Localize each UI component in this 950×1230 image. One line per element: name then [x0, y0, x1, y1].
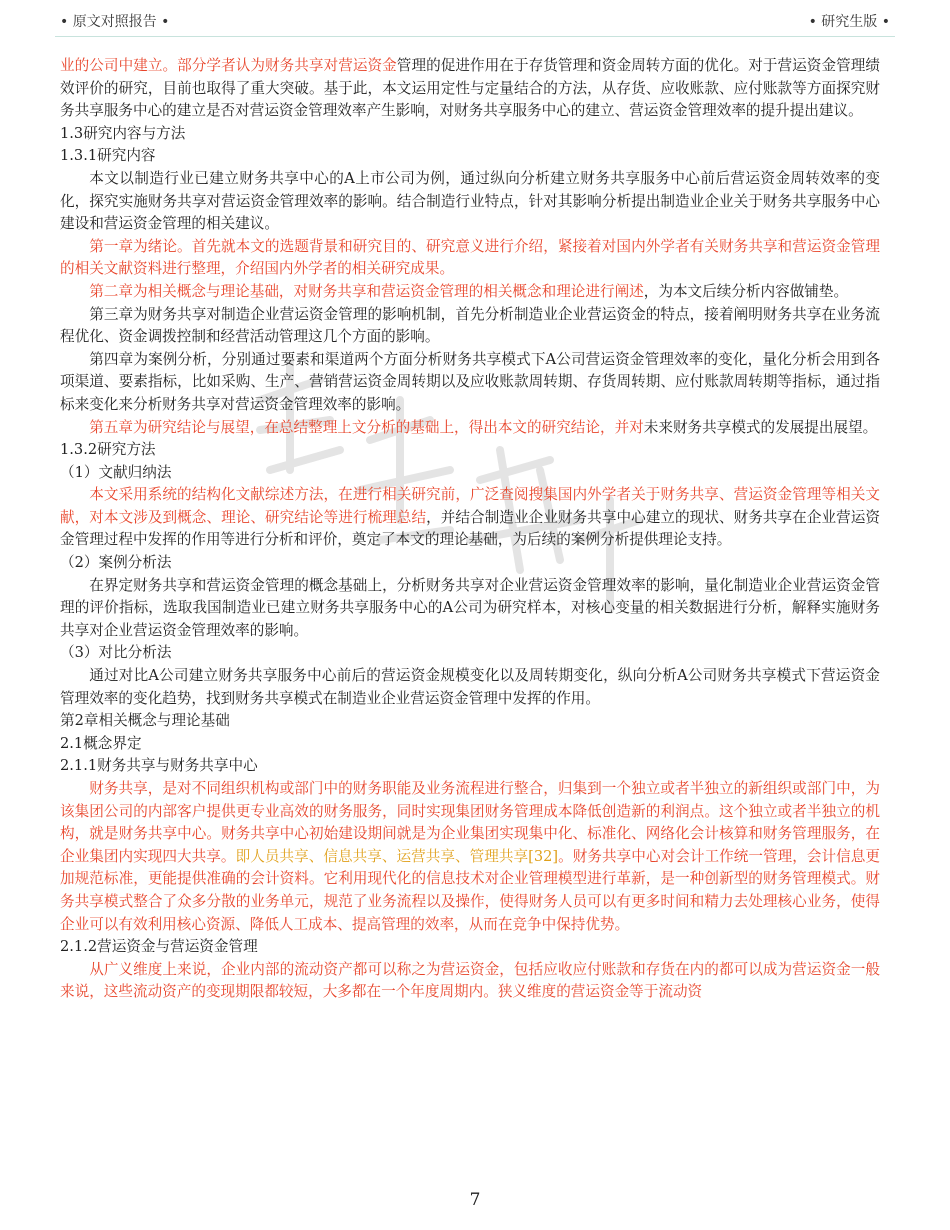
text-segment: 2.1概念界定	[60, 734, 142, 752]
header-left-label: • 原文对照报告 •	[60, 14, 170, 30]
body-paragraph	[60, 281, 880, 304]
body-paragraph	[60, 575, 880, 643]
document-body	[60, 55, 880, 1004]
highlighted-text-segment: 第二章为相关概念与理论基础，对财务共享和营运资金管理的相关概念和理论进行阐述	[89, 282, 644, 300]
highlighted-text-segment: 即人员共享、信息共享、运营共享、管理共享[32]	[235, 847, 559, 865]
highlighted-text-segment: 本文采用系统的结构化文献综述方法，在进行相关研究前，广泛查阅搜集国内外学者关于财务共享、营运资金管理等相关文献，对本文涉及到概念、理论、研究结论等进行梳理总结	[60, 486, 880, 526]
body-paragraph	[60, 484, 880, 552]
section-heading	[60, 55, 880, 123]
text-segment: 2.1.1财务共享与财务共享中心	[60, 757, 258, 775]
highlighted-text-segment: 业的公司中建立。部分学者认为财务共享对营运资金	[60, 57, 397, 74]
body-paragraph	[60, 959, 880, 1004]
section-heading	[60, 936, 880, 959]
section-heading	[60, 439, 880, 462]
text-segment: ，为本文后续分析内容做铺垫。	[643, 282, 849, 300]
text-segment: 2.1.2营运资金与营运资金管理	[60, 938, 258, 956]
highlighted-text-segment: 第五章为研究结论与展望，在总结整理上文分析的基础上，得出本文的研究结论，并对	[89, 418, 644, 436]
section-heading	[60, 123, 880, 146]
header-divider	[55, 36, 895, 37]
highlighted-text-segment: 财务共享，是对不同组织机构或部门中的财务职能及业务流程进行整合，归集到一个独立或者半独立的新组织或部门中，为该集团公司的内部客户提供更专业高效的财务服务，同时实现集团财务管理成本降低创造新的利润点。这个独立或者半独立的机构，就是财务共享中心。财务共享中心初始建设期间就是为企业集团实现集中化、标准化、网络化会计核算和财务管理服务，在企业集团内实现四大共享。	[60, 780, 880, 865]
body-paragraph	[60, 168, 880, 236]
highlighted-text-segment: 从广义维度上来说，企业内部的流动资产都可以称之为营运资金，包括应收应付账款和存货在内的都可以成为营运资金一般来说，这些流动资产的变现期限都较短，大多都在一个年度周期内。狭义维度的营运资金等于流动资	[60, 960, 880, 1001]
text-segment: 第2章相关概念与理论基础	[60, 712, 230, 730]
section-heading	[60, 710, 880, 733]
section-heading	[60, 755, 880, 778]
section-heading	[60, 733, 880, 756]
text-segment: （3）对比分析法	[60, 644, 172, 662]
text-segment: 1.3.1研究内容	[60, 147, 156, 165]
section-heading	[60, 552, 880, 575]
text-segment: 第三章为财务共享对制造企业营运资金管理的影响机制，首先分析制造业企业营运资金的特点，接着阐明财务共享在业务流程优化、资金调拨控制和经营活动管理这几个方面的影响。	[60, 305, 880, 346]
page-number: 7	[469, 1190, 481, 1210]
body-paragraph	[60, 778, 880, 936]
header-right-label: • 研究生版 •	[808, 14, 890, 30]
body-paragraph	[60, 304, 880, 349]
section-heading	[60, 642, 880, 665]
page-header	[0, 0, 950, 40]
text-segment: 在界定财务共享和营运资金管理的概念基础上，分析财务共享对企业营运资金管理效率的影响，量化制造业企业营运资金管理的评价指标，选取我国制造业已建立财务共享服务中心的A公司为研究样本，对核心变量的相关数据进行分析，解释实施财务共享对企业营运资金管理效率的影响。	[60, 576, 880, 639]
text-segment: 通过对比A公司建立财务共享服务中心前后的营运资金规模变化以及周转期变化，纵向分析A公司财务共享模式下营运资金管理效率的变化趋势，找到财务共享模式在制造业企业营运资金管理中发挥的作用。	[60, 667, 880, 707]
text-segment: （2）案例分析法	[60, 554, 172, 572]
text-segment: 管理的促进作用在于存货管理和资金周转方面的优化。对于营运资金管理绩效评价的研究，目前也取得了重大突破。基于此，本文运用定性与定量结合的方法，从存货、应收账款、应付账款等方面探究财务共享服务中心的建立是否对营运资金管理效率产生影响，对财务共享服务中心的建立、营运资金管理效率的提升提出建议。	[60, 57, 880, 120]
text-segment: 1.3.2研究方法	[60, 441, 156, 459]
highlighted-text-segment: 第一章为绪论。首先就本文的选题背景和研究目的、研究意义进行介绍，紧接着对国内外学者有关财务共享和营运资金管理的相关文献资料进行整理，介绍国内外学者的相关研究成果。	[60, 237, 880, 278]
text-segment: 第四章为案例分析，分别通过要素和渠道两个方面分析财务共享模式下A公司营运资金管理效率的变化，量化分析会用到各项渠道、要素指标，比如采购、生产、营销营运资金周转期以及应收账款周转期、存货周转期、应付账款周转期等指标，通过指标来变化来分析财务共享对营运资金管理效率的影响。	[60, 350, 880, 413]
body-paragraph	[60, 236, 880, 281]
highlighted-text-segment: 。财务共享中心对会计工作统一管理，会计信息更加规范标准，更能提供准确的会计资料。它利用现代化的信息技术对企业管理模型进行革新，是一种创新型的财务管理模式。财务共享模式整合了众多分散的业务单元，规范了业务流程以及操作，使得财务人员可以有更多时间和精力去处理核心业务，使得企业可以有效利用核心资源、降低人工成本、提高管理的效率，从而在竞争中保持优势。	[60, 847, 880, 933]
section-heading	[60, 462, 880, 485]
text-segment: （1）文献归纳法	[60, 463, 172, 481]
body-paragraph	[60, 417, 880, 440]
body-paragraph	[60, 349, 880, 417]
text-segment: 1.3研究内容与方法	[60, 124, 186, 142]
text-segment: 本文以制造行业已建立财务共享中心的A上市公司为例，通过纵向分析建立财务共享服务中心前后营运资金周转效率的变化，探究实施财务共享对营运资金管理效率的影响。结合制造行业特点，针对其影响分析提出制造业企业关于财务共享服务中心建设和营运资金管理的相关建议。	[60, 169, 880, 233]
text-segment: ，并结合制造业企业财务共享中心建立的现状、财务共享在企业营运资金管理过程中发挥的作用等进行分析和评价，奠定了本文的理论基础，为后续的案例分析提供理论支持。	[60, 508, 880, 549]
section-heading	[60, 145, 880, 168]
body-paragraph	[60, 665, 880, 710]
text-segment: 未来财务共享模式的发展提出展望。	[643, 418, 878, 436]
